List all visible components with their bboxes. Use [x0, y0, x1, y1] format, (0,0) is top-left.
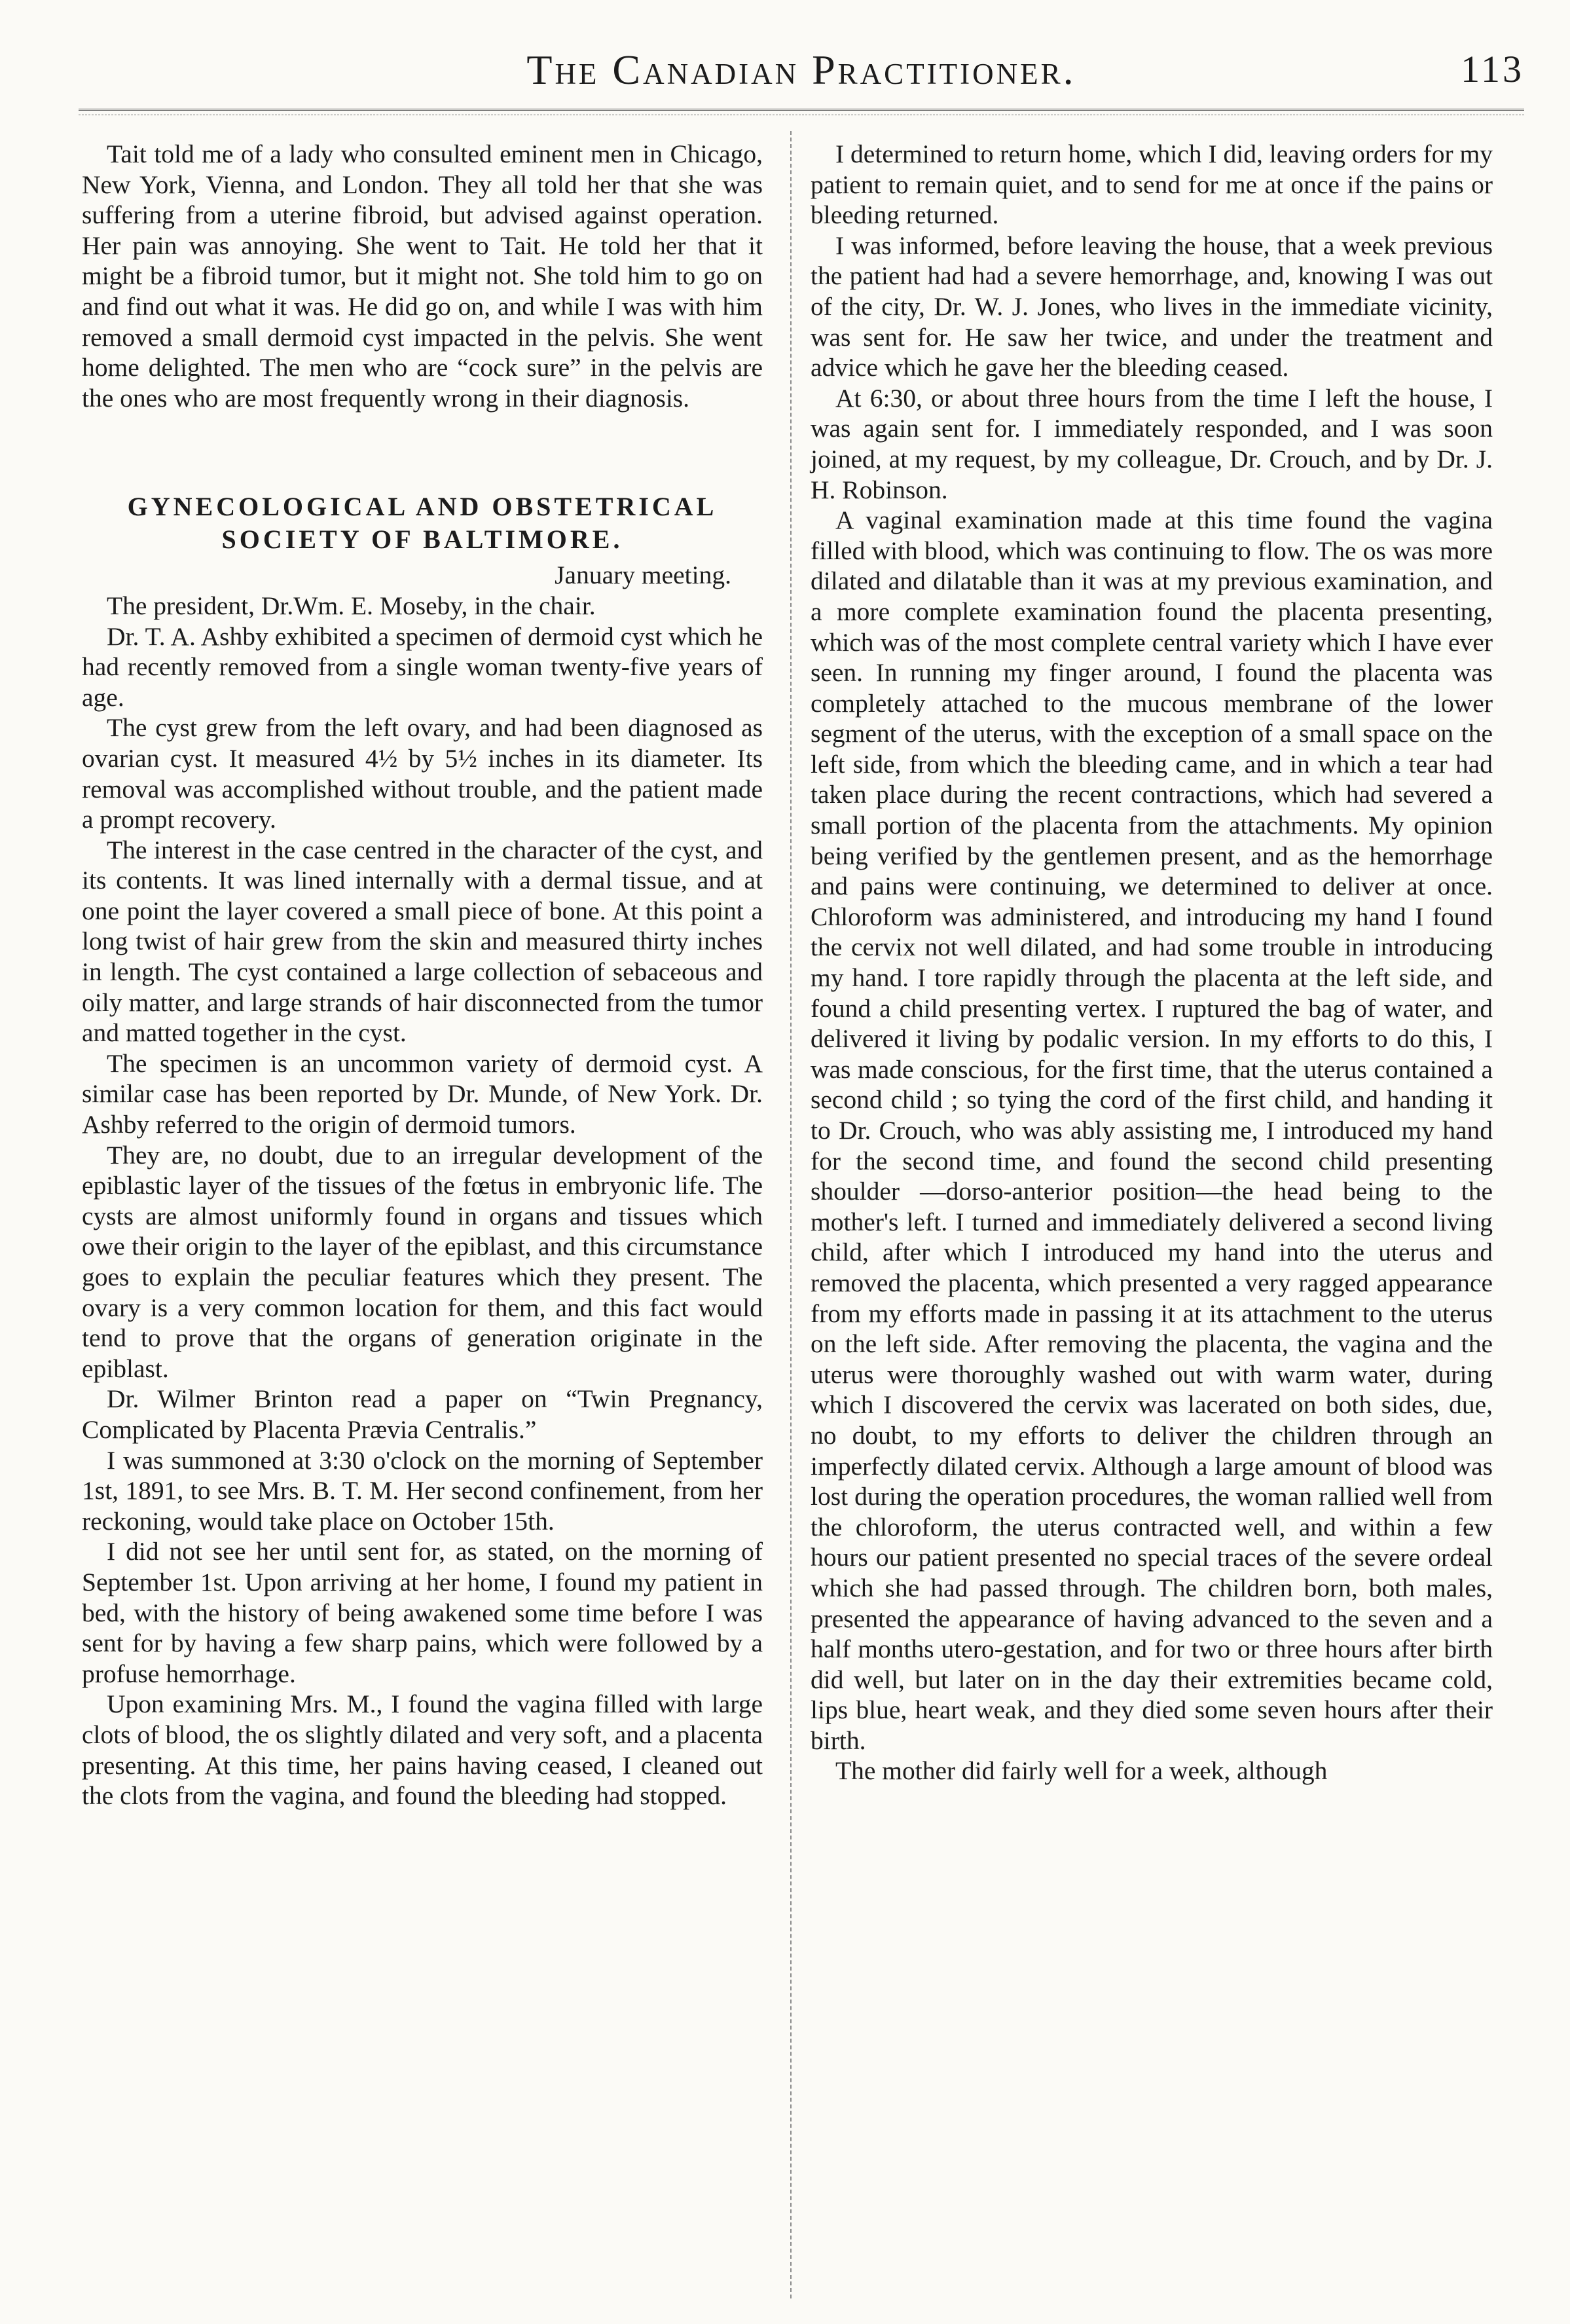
- paragraph: I determined to return home, which I did, leaving orders for my patient to remain quiet, and to send for me at once if the pains or bleeding returned.: [811, 139, 1493, 230]
- paragraph: The specimen is an uncommon variety of dermoid cyst. A similar case has been reported by Dr. Munde, of New York. Dr. Ashby referred to the origin of dermoid tumors.: [82, 1048, 763, 1139]
- page-number: 113: [1461, 48, 1524, 90]
- paragraph: Dr. Wilmer Brinton read a paper on “Twin Pregnancy, Complicated by Placenta Prævia Centralis.”: [82, 1384, 763, 1444]
- paragraph: The interest in the case centred in the character of the cyst, and its contents. It was lined internally with a dermal tissue, and at one point the layer covered a small piece of bone. At this point a long twist of hair grew from the skin and measured thirty inches in length. The cyst contained a large collection of sebaceous and oily matter, and large strands of hair disconnected from the tumor and matted together in the cyst.: [82, 835, 763, 1048]
- section-title-line-1: GYNECOLOGICAL AND OBSTETRICAL: [127, 492, 718, 522]
- paragraph: They are, no doubt, due to an irregular development of the epiblastic layer of the tissues of the fœtus in embryonic life. The cysts are almost uniformly found in organs and tissues which owe their origin to the layer of the epiblast, and this circumstance goes to explain the peculiar features which they present. The ovary is a very common location for them, and this fact would tend to prove that the organs of generation originate in the epiblast.: [82, 1140, 763, 1383]
- paragraph: I was informed, before leaving the house, that a week previous the patient had had a severe hemorrhage, and, knowing I was out of the city, Dr. W. J. Jones, who lives in the immediate vicinity, was sent for. He saw her twice, and under the treatment and advice which he gave her the bleeding ceased.: [811, 231, 1493, 382]
- header-rule: [79, 109, 1524, 115]
- section-title-line-2: SOCIETY OF BALTIMORE.: [221, 525, 623, 555]
- paragraph: At 6:30, or about three hours from the time I left the house, I was again sent for. I immediately responded, and I was soon joined, at my request, by my colleague, Dr. Crouch, and by Dr. J. H. Robinson.: [811, 383, 1493, 504]
- running-title: The Canadian Practitioner.: [526, 46, 1076, 93]
- paragraph: A vaginal examination made at this time found the vagina filled with blood, which was continuing to flow. The os was more dilated and dilatable than it was at my previous examination, and a more complete examination found the placenta presenting, which was of the most complete central variety which I have ever seen. In running my finger around, I found the placenta was completely attached to the mucous membrane of the lower segment of the uterus, with the exception of a small space on the left side, from which the bleeding came, and in which a tear had taken place during the recent contractions, which had severed a small portion of the placenta from the attachments. My opinion being verified by the gentlemen present, and as the hemorrhage and pains were continuing, we determined to deliver at once. Chloroform was administered, and introducing my hand I found the cervix not well dilated, and had some trouble in introducing my hand. I tore rapidly through the placenta at the left side, and found a child presenting vertex. I ruptured the bag of water, and delivered it living by podalic version. In my efforts to do this, I was made conscious, for the first time, that the uterus contained a second child ; so tying the cord of the first child, and handing it to Dr. Crouch, who was ably assisting me, I introduced my hand for the second time, and found the second child presenting shoulder —dorso-anterior position—the head being to the mother's left. I turned and immediately delivered a second living child, after which I introduced my hand into the uterus and removed the placenta, which presented a very ragged appearance from my efforts made in passing it at its attachment to the uterus on the left side. After removing the placenta, the vagina and the uterus were thoroughly washed out with warm water, during which I discovered the cervix was lacerated on both sides, due, no doubt, to my efforts to deliver the children through an imperfectly dilated cervix. Although a large amount of blood was lost during the operation procedures, the woman rallied well from the chloroform, the uterus contracted well, and within a few hours our patient presented no special traces of the severe ordeal which she had passed through. The children born, both males, presented the appearance of having advanced to the seven and a half months utero-gestation, and for two or three hours after birth did well, but later on in the day their extremities became cold, lips blue, heart weak, and they died some seven hours after their birth.: [811, 506, 1493, 1755]
- paragraph: Upon examining Mrs. M., I found the vagina filled with large clots of blood, the os slightly dilated and very soft, and a placenta presenting. At this time, her pains having ceased, I cleaned out the clots from the vagina, and found the bleeding had stopped.: [82, 1689, 763, 1811]
- column-divider: [790, 131, 792, 2298]
- right-column: [811, 139, 1493, 1786]
- left-column: [82, 139, 763, 1811]
- paragraph: Tait told me of a lady who consulted eminent men in Chicago, New York, Vienna, and London. They all told her that she was suffering from a uterine fibroid, but advised against operation. Her pain was annoying. She went to Tait. He told her that it might be a fibroid tumor, but it might not. She told him to go on and find out what it was. He did go on, and while I was with him removed a small dermoid cyst impacted in the pelvis. She went home delighted. The men who are “cock sure” in the pelvis are the ones who are most frequently wrong in their diagnosis.: [82, 139, 763, 413]
- paragraph: Dr. T. A. Ashby exhibited a specimen of dermoid cyst which he had recently removed from a single woman twenty-five years of age.: [82, 621, 763, 712]
- paragraph: The cyst grew from the left ovary, and had been diagnosed as ovarian cyst. It measured 4½ by 5½ inches in its diameter. Its removal was accomplished without trouble, and the patient made a prompt recovery.: [82, 713, 763, 834]
- paragraph: I did not see her until sent for, as stated, on the morning of September 1st. Upon arriving at her home, I found my patient in bed, with the history of being awakened some time before I was sent for by having a few sharp pains, which were followed by a profuse hemorrhage.: [82, 1537, 763, 1688]
- page-header: [79, 39, 1524, 98]
- paragraph: I was summoned at 3:30 o'clock on the morning of September 1st, 1891, to see Mrs. B. T. M. Her second confinement, from her reckoning, would take place on October 15th.: [82, 1445, 763, 1536]
- meeting-date: January meeting.: [555, 561, 731, 590]
- paragraph: The president, Dr.Wm. E. Moseby, in the chair.: [107, 591, 596, 620]
- paragraph: The mother did fairly well for a week, although: [835, 1756, 1328, 1786]
